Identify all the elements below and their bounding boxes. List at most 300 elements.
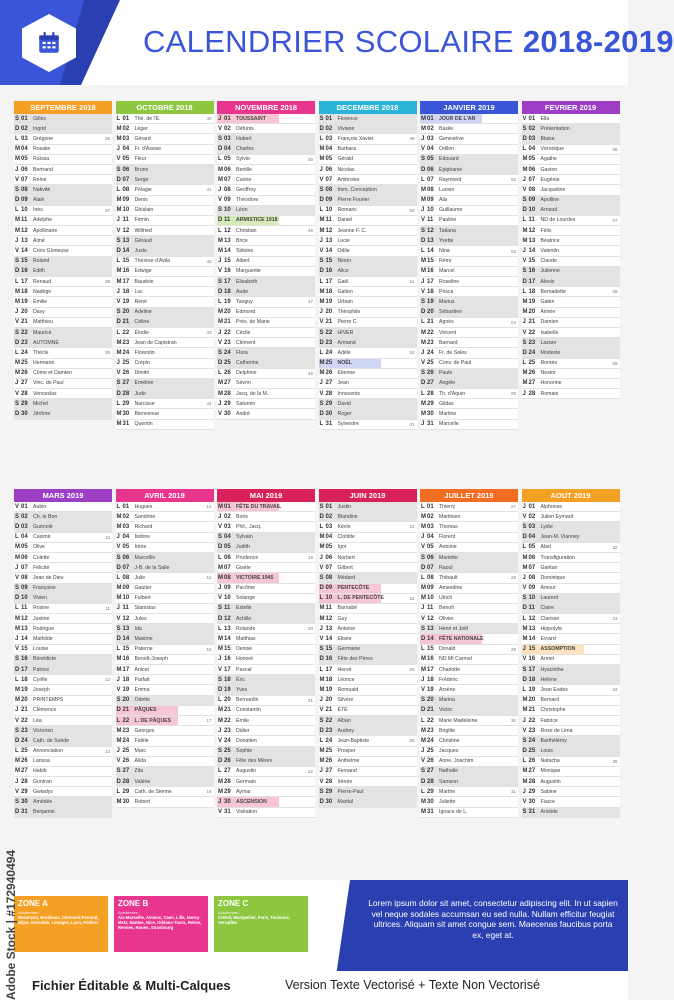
- month-block: [420, 489, 518, 818]
- day-row: [522, 787, 620, 797]
- day-letter: L: [319, 666, 324, 673]
- day-number: 01: [325, 115, 333, 122]
- day-row: [14, 216, 112, 226]
- day-letter: S: [522, 666, 527, 673]
- day-row: [14, 584, 112, 594]
- day-row: [522, 512, 620, 522]
- saint-name: Gilles: [33, 115, 46, 122]
- week-number: 35: [612, 758, 618, 764]
- day-number: 25: [224, 748, 231, 755]
- day-number: 16: [21, 268, 28, 275]
- day-letter: D: [15, 411, 20, 418]
- day-row: [14, 369, 112, 379]
- day-row: [420, 747, 518, 757]
- day-number: 15: [21, 646, 28, 653]
- day-number: 11: [427, 605, 434, 612]
- day-letter: D: [421, 166, 426, 173]
- day-number: 08: [122, 574, 130, 581]
- saint-name: Julien Eymard: [540, 513, 574, 520]
- saint-name: Habib: [33, 768, 47, 775]
- saint-name: Albert: [236, 258, 250, 265]
- day-letter: V: [421, 758, 426, 765]
- day-letter: V: [15, 390, 20, 397]
- day-letter: M: [15, 227, 20, 234]
- saint-name: Ignace de L.: [439, 809, 468, 816]
- day-number: 29: [427, 400, 434, 407]
- day-number: 24: [427, 737, 434, 744]
- day-number: 20: [224, 309, 231, 316]
- day-row: [116, 533, 214, 543]
- day-row: [217, 726, 315, 736]
- week-number: 28: [510, 575, 516, 581]
- day-letter: V: [319, 564, 324, 571]
- day-letter: D: [319, 799, 324, 806]
- day-letter: M: [116, 595, 122, 602]
- day-letter: M: [116, 125, 122, 132]
- day-row: [522, 134, 620, 144]
- day-number: 18: [325, 288, 333, 295]
- saint-name: Antoine: [337, 625, 356, 632]
- day-number: 23: [528, 727, 536, 734]
- saint-name: Daniel: [337, 217, 353, 224]
- day-row: [522, 706, 620, 716]
- day-number: 29: [325, 788, 333, 795]
- day-letter: M: [522, 636, 528, 643]
- saint-name: Charles: [236, 146, 254, 153]
- footer-left-text: Fichier Éditable & Multi-Calques: [32, 978, 231, 993]
- day-letter: V: [116, 615, 121, 622]
- day-row: [522, 287, 620, 297]
- saint-name: Fidèle: [134, 737, 149, 744]
- day-number: 21: [427, 707, 434, 714]
- day-row: [319, 165, 417, 175]
- saint-name: Bernadette: [540, 288, 566, 295]
- day-number: 07: [122, 564, 130, 571]
- day-number: 15: [122, 258, 130, 265]
- saint-name: Maurice: [33, 329, 52, 336]
- week-number: 24: [409, 595, 415, 601]
- saint-name: Guénolé: [33, 523, 53, 530]
- saint-name: Matthias: [236, 636, 256, 643]
- day-number: 09: [325, 197, 333, 204]
- day-letter: V: [522, 585, 527, 592]
- day-number: 11: [21, 217, 28, 224]
- day-letter: L: [15, 748, 19, 755]
- day-letter: J: [218, 513, 222, 520]
- day-row: [116, 675, 214, 685]
- saint-name: Nativité: [33, 186, 51, 193]
- day-number: 24: [224, 349, 231, 356]
- saint-name: Isidore: [134, 534, 151, 541]
- day-number: 30: [224, 411, 231, 418]
- day-number: 16: [528, 268, 536, 275]
- day-number: 24: [21, 737, 28, 744]
- day-number: 21: [528, 319, 536, 326]
- saint-name: FÊTE NATIONALE: [439, 636, 484, 643]
- saint-name: Marc: [134, 748, 147, 755]
- saint-name: Olive: [33, 544, 45, 551]
- day-row: [217, 216, 315, 226]
- month-title: DECEMBRE 2018: [319, 101, 417, 114]
- day-letter: S: [421, 227, 426, 234]
- day-row: [14, 134, 112, 144]
- saint-name: Lucie: [337, 237, 350, 244]
- day-number: 21: [224, 319, 231, 326]
- day-number: 05: [122, 156, 130, 163]
- day-letter: M: [116, 656, 122, 663]
- day-letter: J: [319, 554, 323, 561]
- saint-name: François Xavier: [337, 135, 374, 142]
- day-letter: L: [218, 298, 222, 305]
- zone-box: [114, 896, 208, 952]
- saint-name: Nicolas: [337, 166, 355, 173]
- day-number: 28: [325, 390, 333, 397]
- saint-name: Justine: [33, 615, 50, 622]
- day-letter: J: [218, 186, 222, 193]
- day-number: 10: [528, 207, 536, 214]
- day-number: 19: [528, 298, 536, 305]
- day-letter: V: [522, 513, 527, 520]
- day-number: 25: [224, 360, 231, 367]
- day-row: [420, 584, 518, 594]
- saint-name: Thomas: [439, 523, 458, 530]
- day-number: 29: [21, 400, 28, 407]
- day-row: [14, 175, 112, 185]
- day-row: [14, 797, 112, 807]
- day-letter: J: [522, 717, 526, 724]
- day-number: 05: [224, 544, 231, 551]
- day-number: 05: [325, 156, 333, 163]
- day-row: [319, 348, 417, 358]
- day-row: [319, 257, 417, 267]
- day-number: 07: [224, 564, 231, 571]
- day-letter: M: [319, 227, 325, 234]
- saint-name: Amédée: [33, 799, 53, 806]
- saint-name: Valérie: [134, 778, 151, 785]
- day-row: [14, 706, 112, 716]
- saint-name: Gérald: [337, 156, 354, 163]
- day-number: 18: [427, 676, 434, 683]
- day-letter: V: [15, 788, 20, 795]
- day-letter: S: [15, 115, 20, 122]
- day-letter: M: [522, 237, 528, 244]
- day-number: 03: [122, 135, 130, 142]
- day-letter: D: [319, 727, 324, 734]
- saint-name: Thérèse d'Avila: [134, 258, 170, 265]
- day-row: [420, 604, 518, 614]
- week-number: 18: [206, 789, 212, 795]
- saint-name: Henri et Joël: [439, 625, 469, 632]
- day-number: 13: [122, 237, 130, 244]
- day-row: [116, 196, 214, 206]
- saint-name: Défunts: [236, 125, 254, 132]
- day-number: 24: [325, 737, 333, 744]
- day-row: [217, 328, 315, 338]
- saint-name: Bernardin: [236, 697, 259, 704]
- week-number: 23: [409, 524, 415, 530]
- day-number: 11: [528, 217, 535, 224]
- day-row: [14, 777, 112, 787]
- day-number: 09: [528, 197, 536, 204]
- saint-name: Wilfried: [134, 227, 152, 234]
- day-letter: D: [218, 288, 223, 295]
- day-letter: M: [421, 727, 426, 734]
- day-number: 11: [528, 605, 535, 612]
- day-number: 31: [224, 809, 231, 816]
- saint-name: Guillaume: [439, 207, 463, 214]
- zone-box: [214, 896, 308, 952]
- saint-name: Bertille: [236, 166, 252, 173]
- day-number: 26: [224, 370, 231, 377]
- day-number: 13: [224, 625, 231, 632]
- day-letter: V: [421, 615, 426, 622]
- day-row: [319, 533, 417, 543]
- saint-name: Croix Glorieuse: [33, 248, 69, 255]
- day-number: 12: [528, 227, 536, 234]
- zone-title: ZONE A: [18, 899, 48, 908]
- day-row: [116, 369, 214, 379]
- day-row: [319, 787, 417, 797]
- day-number: 07: [325, 564, 333, 571]
- day-row: [116, 594, 214, 604]
- day-letter: M: [116, 278, 122, 285]
- day-row: [116, 246, 214, 256]
- day-letter: M: [421, 329, 426, 336]
- day-number: 09: [325, 585, 333, 592]
- day-row: [319, 145, 417, 155]
- day-number: 17: [427, 666, 434, 673]
- week-number: 32: [612, 544, 618, 550]
- day-number: 18: [21, 676, 28, 683]
- day-row: [420, 216, 518, 226]
- day-number: 01: [224, 503, 231, 510]
- day-row: [522, 338, 620, 348]
- saint-name: Rémi: [439, 258, 452, 265]
- day-letter: D: [15, 666, 20, 673]
- saint-name: Nadège: [33, 288, 52, 295]
- saint-name: Charlotte: [439, 666, 461, 673]
- day-letter: J: [218, 329, 222, 336]
- day-number: 26: [528, 758, 536, 765]
- day-letter: D: [116, 707, 121, 714]
- day-letter: M: [116, 349, 122, 356]
- day-number: 08: [21, 574, 28, 581]
- day-row: [217, 604, 315, 614]
- day-row: [319, 359, 417, 369]
- saint-name: ASCENSION: [236, 799, 267, 806]
- day-number: 28: [528, 778, 536, 785]
- week-number: 49: [409, 136, 415, 142]
- day-number: 14: [224, 248, 231, 255]
- day-letter: M: [319, 146, 325, 153]
- day-row: [14, 165, 112, 175]
- saint-name: Brigitte: [439, 727, 456, 734]
- day-letter: S: [522, 125, 527, 132]
- day-number: 06: [21, 554, 28, 561]
- day-letter: S: [218, 135, 223, 142]
- day-number: 14: [528, 248, 536, 255]
- saint-name: Denise: [236, 646, 253, 653]
- day-row: [319, 134, 417, 144]
- day-letter: L: [522, 217, 527, 224]
- day-row: [14, 308, 112, 318]
- saint-name: Benjamin: [33, 809, 55, 816]
- saint-name: Fr. de Sales: [439, 349, 467, 356]
- day-letter: M: [218, 166, 223, 173]
- day-letter: S: [116, 554, 121, 561]
- day-row: [14, 655, 112, 665]
- saint-name: AUTOMNE: [33, 339, 59, 346]
- day-letter: L: [218, 227, 222, 234]
- day-row: [420, 318, 518, 328]
- saint-name: Gautier: [134, 585, 152, 592]
- saint-name: Honorine: [540, 380, 562, 387]
- saint-name: Alida: [134, 758, 147, 765]
- day-number: 25: [427, 748, 434, 755]
- day-row: [116, 645, 214, 655]
- day-letter: M: [116, 737, 122, 744]
- day-number: 21: [122, 707, 130, 714]
- day-letter: V: [116, 758, 121, 765]
- day-number: 22: [21, 329, 28, 336]
- day-row: [522, 634, 620, 644]
- saint-name: Armand: [337, 339, 356, 346]
- saint-name: Gaëtan: [540, 564, 558, 571]
- day-number: 14: [325, 636, 333, 643]
- week-number: 36: [104, 136, 110, 142]
- week-number: 31: [510, 789, 516, 795]
- day-row: [217, 757, 315, 767]
- day-number: 12: [325, 227, 333, 234]
- day-row: [217, 584, 315, 594]
- day-letter: D: [15, 268, 20, 275]
- saint-name: Mariette: [439, 554, 458, 561]
- day-row: [217, 369, 315, 379]
- day-number: 28: [427, 778, 434, 785]
- day-number: 17: [325, 666, 333, 673]
- day-number: 20: [224, 697, 231, 704]
- day-number: 31: [528, 809, 536, 816]
- day-row: [14, 277, 112, 287]
- day-number: 23: [427, 339, 434, 346]
- day-row: [116, 787, 214, 797]
- day-number: 27: [224, 380, 231, 387]
- day-letter: L: [218, 554, 222, 561]
- saint-name: Michel: [33, 400, 48, 407]
- day-number: 26: [21, 370, 28, 377]
- day-letter: J: [15, 707, 19, 714]
- day-row: [217, 716, 315, 726]
- day-row: [319, 706, 417, 716]
- day-number: 28: [528, 390, 536, 397]
- day-letter: S: [218, 605, 223, 612]
- day-row: [116, 553, 214, 563]
- day-row: [319, 308, 417, 318]
- saint-name: Emilie: [33, 298, 48, 305]
- saint-name: Parfait: [134, 676, 150, 683]
- saint-name: ND de Lourdes: [540, 217, 576, 224]
- saint-name: Aimé: [33, 237, 45, 244]
- saint-name: Léonce: [337, 676, 355, 683]
- day-row: [217, 634, 315, 644]
- day-number: 27: [528, 380, 536, 387]
- day-number: 08: [528, 574, 536, 581]
- day-number: 01: [21, 115, 28, 122]
- day-number: 09: [224, 585, 231, 592]
- day-row: [319, 409, 417, 419]
- week-number: 46: [307, 228, 313, 234]
- saint-name: Médard: [337, 574, 356, 581]
- day-number: 22: [528, 717, 536, 724]
- day-row: [116, 318, 214, 328]
- day-number: 05: [224, 156, 231, 163]
- day-row: [522, 502, 620, 512]
- day-letter: S: [522, 737, 527, 744]
- day-row: [116, 573, 214, 583]
- week-number: 39: [104, 350, 110, 356]
- saint-name: Quentin: [134, 421, 153, 428]
- saint-name: Armel: [540, 656, 555, 663]
- day-letter: M: [218, 707, 223, 714]
- day-row: [217, 706, 315, 716]
- day-row: [217, 685, 315, 695]
- day-row: [522, 206, 620, 216]
- day-number: 02: [528, 125, 536, 132]
- footer-right-text: Version Texte Vectorisé + Texte Non Vectorisé: [285, 978, 540, 992]
- day-row: [14, 757, 112, 767]
- day-letter: J: [218, 585, 222, 592]
- day-letter: S: [15, 513, 20, 520]
- month-title: NOVEMBRE 2018: [217, 101, 315, 114]
- header: [0, 0, 674, 85]
- week-number: 44: [206, 401, 212, 407]
- month-block: [420, 101, 518, 430]
- saint-name: PÂQUES: [134, 707, 157, 714]
- day-row: [217, 502, 315, 512]
- day-letter: L: [522, 288, 527, 295]
- day-letter: M: [421, 339, 426, 346]
- day-row: [217, 145, 315, 155]
- day-letter: M: [421, 666, 426, 673]
- day-row: [420, 308, 518, 318]
- day-number: 23: [122, 339, 130, 346]
- day-row: [522, 308, 620, 318]
- month-title: JUILLET 2019: [420, 489, 518, 502]
- day-number: 27: [122, 380, 130, 387]
- day-letter: V: [319, 176, 324, 183]
- day-letter: V: [116, 370, 121, 377]
- day-letter: M: [421, 585, 426, 592]
- day-number: 07: [427, 564, 434, 571]
- saint-name: Christine: [439, 737, 460, 744]
- day-row: [319, 502, 417, 512]
- day-letter: M: [15, 615, 20, 622]
- saint-name: Paterne: [134, 646, 153, 653]
- saint-name: Davy: [33, 309, 45, 316]
- day-number: 01: [427, 115, 434, 122]
- day-row: [420, 175, 518, 185]
- day-letter: V: [15, 646, 20, 653]
- saint-name: Théodore: [236, 197, 259, 204]
- saint-name: Stanislas: [134, 605, 156, 612]
- month-title: SEPTEMBRE 2018: [14, 101, 112, 114]
- day-number: 22: [325, 329, 333, 336]
- saint-name: Cath. de Sienne: [134, 788, 172, 795]
- day-letter: J: [116, 605, 120, 612]
- day-row: [14, 236, 112, 246]
- day-letter: V: [116, 686, 121, 693]
- day-number: 12: [427, 615, 434, 622]
